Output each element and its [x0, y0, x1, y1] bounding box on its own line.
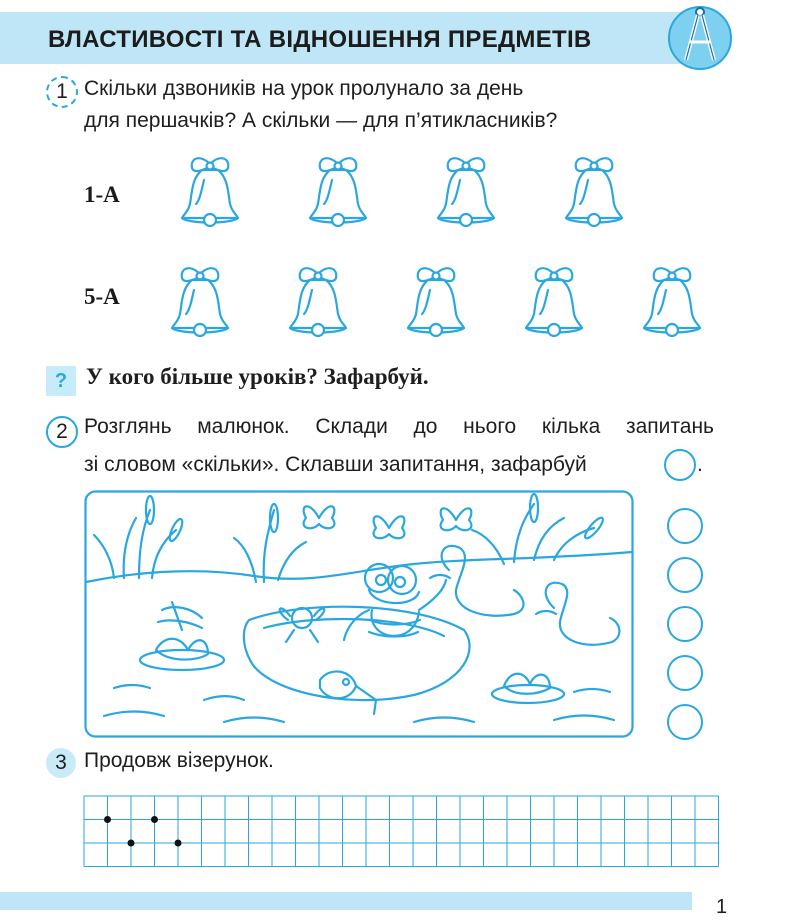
pattern-grid[interactable] [84, 796, 720, 868]
page-number: 1 [716, 896, 728, 918]
answer-circle[interactable] [667, 655, 703, 691]
pattern-dot [151, 816, 158, 823]
pattern-dot [104, 816, 111, 823]
answer-circle[interactable] [667, 508, 703, 544]
inline-answer-circle[interactable] [664, 449, 696, 481]
page-title: ВЛАСТИВОСТІ ТА ВІДНОШЕННЯ ПРЕДМЕТІВ [48, 26, 592, 53]
answer-circle[interactable] [667, 557, 703, 593]
task-2-line-2: зі словом «скільки». Склавши запитання, зафарбуй [84, 453, 587, 476]
row-label-1a: 1-А [84, 182, 120, 207]
bell-icon[interactable] [562, 152, 626, 237]
bell-icon[interactable] [286, 262, 350, 347]
answer-circle[interactable] [667, 606, 703, 642]
pattern-dot [175, 840, 182, 847]
answer-circle[interactable] [667, 704, 703, 740]
bell-icon[interactable] [168, 262, 232, 347]
task-2-line-2-end: . [697, 453, 703, 476]
task-3-number: 3 [46, 748, 76, 778]
bell-icon[interactable] [522, 262, 586, 347]
task-3-text: Продовж візерунок. [84, 749, 274, 772]
pond-picture [84, 490, 634, 738]
compass-icon [664, 0, 736, 72]
bell-icon[interactable] [434, 152, 498, 237]
pattern-dot [128, 840, 135, 847]
bell-icon[interactable] [640, 262, 704, 347]
task-1-number: 1 [46, 76, 78, 108]
task-1-line-1: Скільки дзвоників на урок пролунало за день [84, 77, 524, 100]
row-label-5a: 5-А [84, 284, 120, 309]
question-text: У кого більше уроків? Зафарбуй. [86, 364, 429, 389]
task-2-number: 2 [46, 416, 78, 448]
bell-icon[interactable] [178, 152, 242, 237]
bell-icon[interactable] [404, 262, 468, 347]
bell-icon[interactable] [306, 152, 370, 237]
question-badge: ? [46, 366, 76, 396]
footer-bar [0, 892, 692, 910]
task-2-line-1: Розглянь малюнок. Склади до нього кілька запитань [84, 415, 714, 438]
task-1-line-2: для першачків? А скільки — для п’ятикласників? [84, 109, 558, 132]
